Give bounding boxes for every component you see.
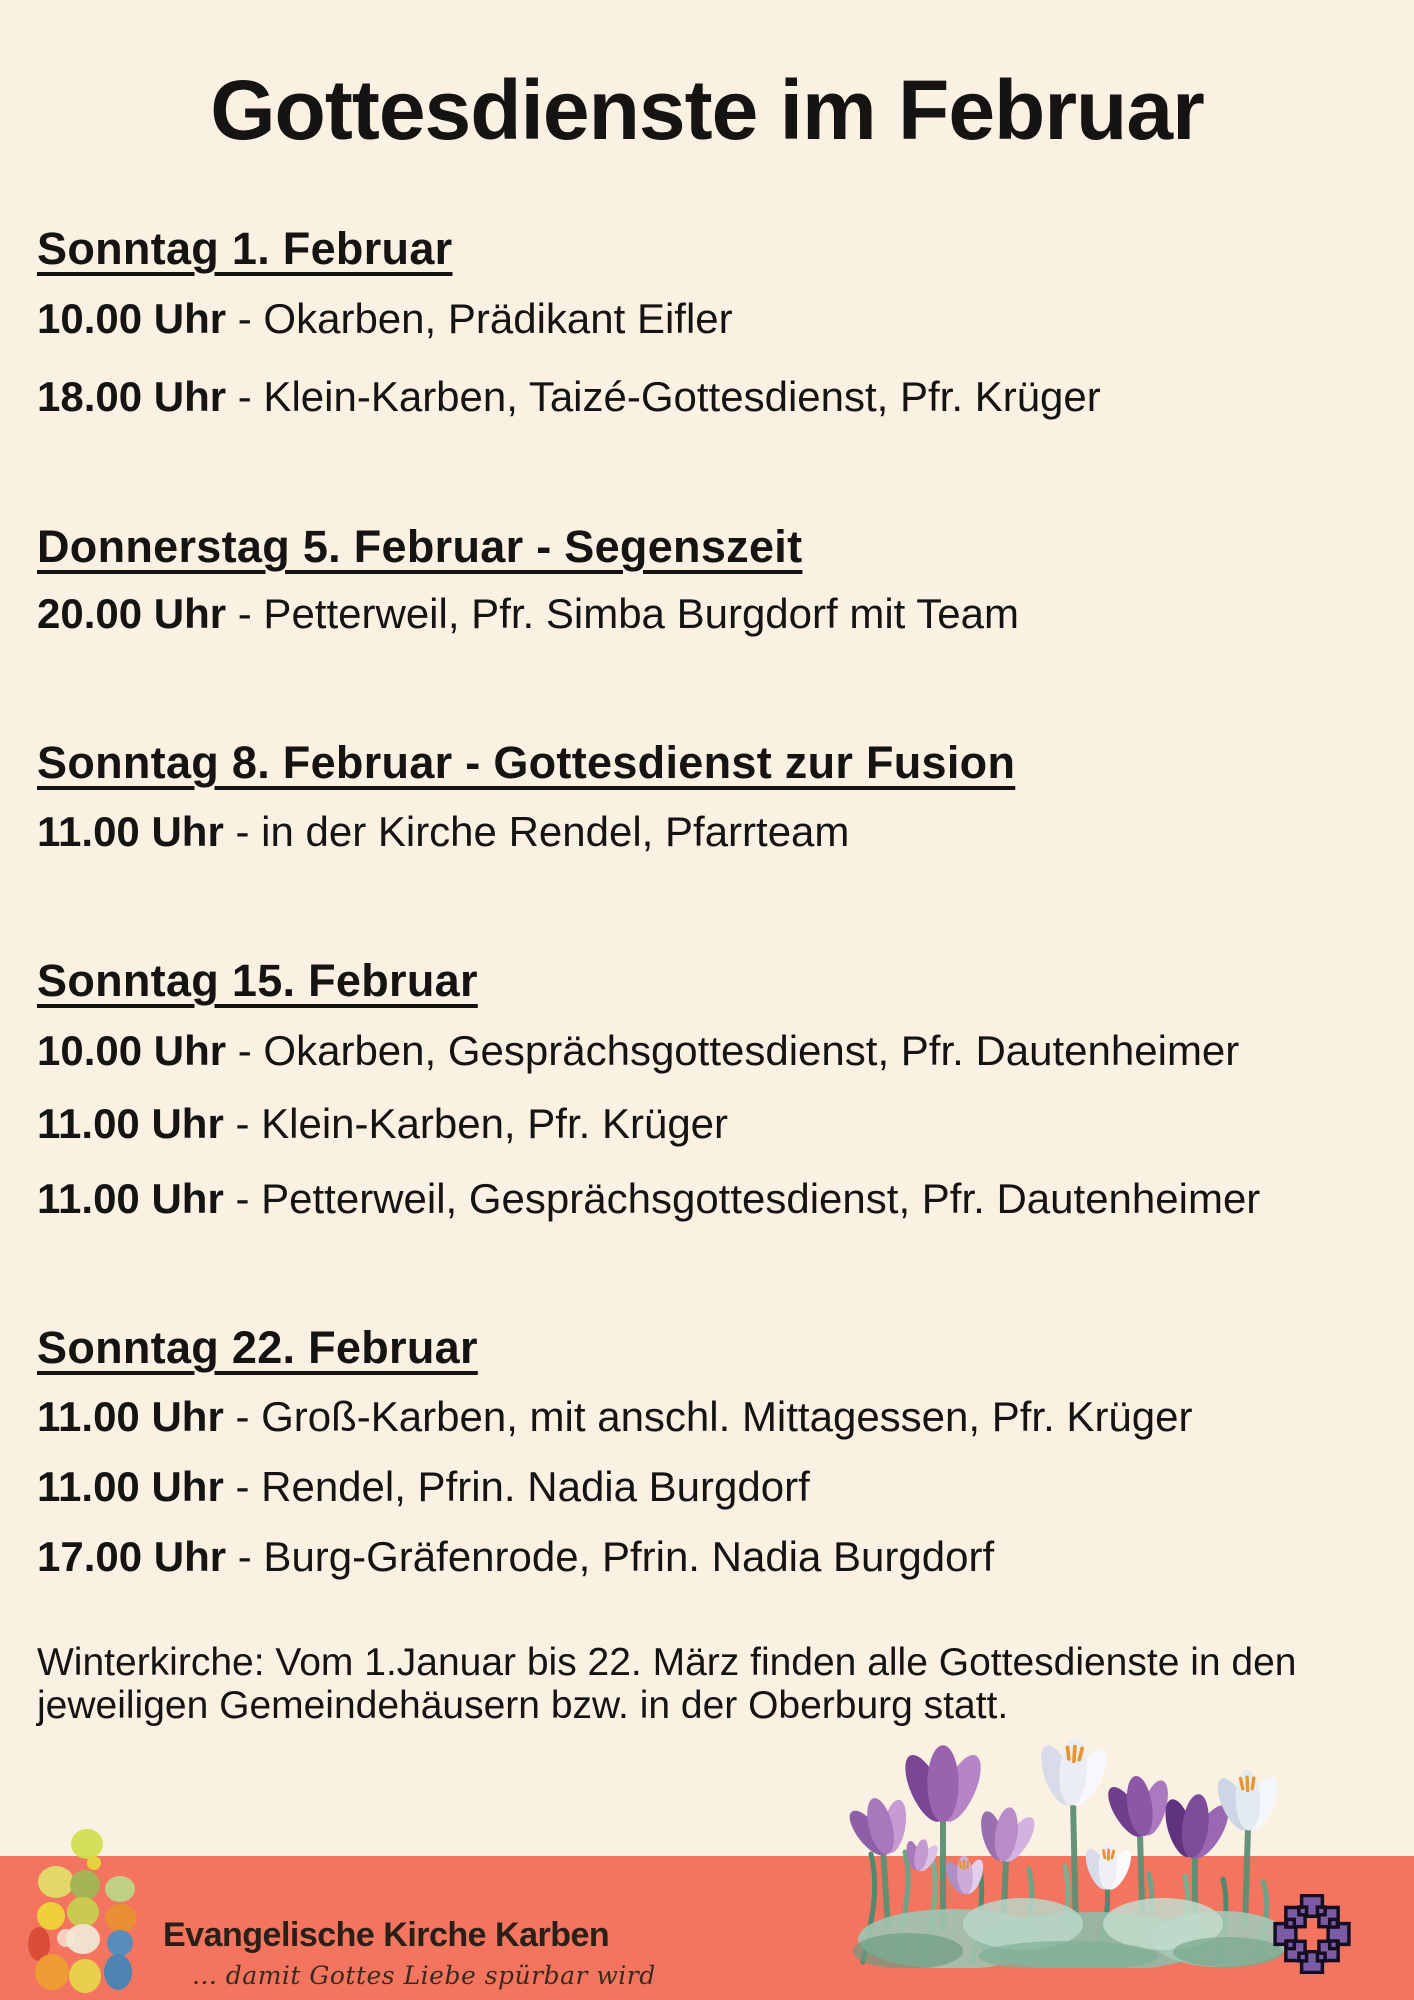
page-title: Gottesdienste im Februar	[210, 63, 1204, 157]
org-name: Evangelische Kirche Karben	[163, 1916, 610, 1954]
event-details: - Okarben, Prädikant Eifler	[237, 295, 733, 342]
schedule-event	[37, 294, 1394, 344]
schedule-event	[37, 1532, 1394, 1582]
event-time: 11.00 Uhr	[37, 1175, 224, 1222]
church-logo-icon	[28, 1826, 168, 1996]
crocus-flowers-illustration	[843, 1736, 1293, 1968]
schedule-event	[37, 372, 1394, 422]
schedule-event	[37, 1099, 1394, 1149]
event-details: - Klein-Karben, Taizé-Gottesdienst, Pfr. Krüger	[237, 373, 1101, 420]
event-details: - Okarben, Gesprächsgottesdienst, Pfr. Dautenheimer	[237, 1027, 1240, 1074]
schedule-event	[37, 589, 1394, 639]
event-time: 17.00 Uhr	[37, 1533, 227, 1580]
event-time: 11.00 Uhr	[37, 1463, 224, 1510]
event-time: 20.00 Uhr	[37, 590, 227, 637]
pixel-cross-icon	[1273, 1894, 1351, 1974]
event-time: 10.00 Uhr	[37, 295, 227, 342]
event-details: - Burg-Gräfenrode, Pfrin. Nadia Burgdorf	[237, 1533, 995, 1580]
event-time: 11.00 Uhr	[37, 1393, 224, 1440]
event-time: 18.00 Uhr	[37, 373, 227, 420]
schedule-event	[37, 1026, 1394, 1076]
event-time: 11.00 Uhr	[37, 808, 224, 855]
event-details: - Petterweil, Pfr. Simba Burgdorf mit Team	[237, 590, 1019, 637]
event-details: - Rendel, Pfrin. Nadia Burgdorf	[235, 1463, 810, 1510]
event-time: 11.00 Uhr	[37, 1100, 224, 1147]
event-time: 10.00 Uhr	[37, 1027, 227, 1074]
schedule-heading: Sonntag 8. Februar - Gottesdienst zur Fusion	[37, 737, 1016, 788]
schedule-event	[37, 807, 1394, 857]
event-details: - in der Kirche Rendel, Pfarrteam	[235, 808, 850, 855]
schedule-heading: Sonntag 1. Februar	[37, 223, 453, 274]
event-details: - Klein-Karben, Pfr. Krüger	[235, 1100, 729, 1147]
schedule-event	[37, 1392, 1394, 1442]
winterkirche-note-line1: Winterkirche: Vom 1.Januar bis 22. März finden alle Gottesdienste in den	[37, 1641, 1297, 1684]
org-tagline: ... damit Gottes Liebe spürbar wird	[192, 1961, 656, 1990]
winterkirche-note-line2: jeweiligen Gemeindehäusern bzw. in der Oberburg statt.	[37, 1684, 1009, 1727]
schedule-event	[37, 1174, 1394, 1224]
schedule-event	[37, 1462, 1394, 1512]
event-details: - Petterweil, Gesprächsgottesdienst, Pfr. Dautenheimer	[235, 1175, 1261, 1222]
schedule-heading: Donnerstag 5. Februar - Segenszeit	[37, 521, 803, 572]
event-details: - Groß-Karben, mit anschl. Mittagessen, Pfr. Krüger	[235, 1393, 1193, 1440]
schedule-heading: Sonntag 15. Februar	[37, 955, 478, 1006]
schedule-heading: Sonntag 22. Februar	[37, 1322, 478, 1373]
